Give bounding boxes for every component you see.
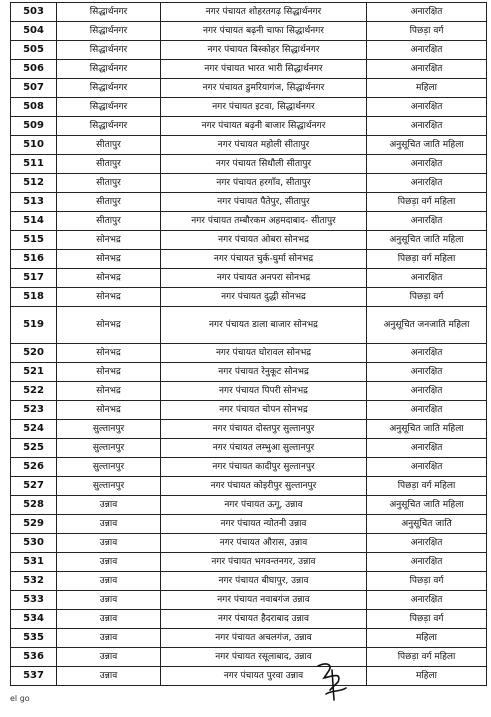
row-number: 505 xyxy=(11,41,57,60)
category-cell: अनारक्षित xyxy=(367,458,487,477)
row-number: 532 xyxy=(11,572,57,591)
district-cell: उन्नाव xyxy=(57,553,161,572)
table-row xyxy=(11,79,487,98)
district-cell: उन्नाव xyxy=(57,515,161,534)
panchayat-cell: नगर पंचायत न्योतनी उन्नाव xyxy=(161,515,367,534)
district-cell: सोनभद्र xyxy=(57,382,161,401)
table-row xyxy=(11,288,487,307)
panchayat-cell: नगर पंचायत ऊगू, उन्नाव xyxy=(161,496,367,515)
row-number: 511 xyxy=(11,155,57,174)
district-cell: सीतापुर xyxy=(57,174,161,193)
district-cell: सुल्तानपुर xyxy=(57,420,161,439)
table-row xyxy=(11,174,487,193)
table-row xyxy=(11,553,487,572)
panchayat-cell: नगर पंचायत सिधौली सीतापुर xyxy=(161,155,367,174)
row-number: 527 xyxy=(11,477,57,496)
panchayat-cell: नगर पंचायत कादीपुर सुल्तानपुर xyxy=(161,458,367,477)
category-cell: अनुसूचित जाति महिला xyxy=(367,136,487,155)
panchayat-cell: नगर पंचायत डुमरियागंज, सिद्धार्थनगर xyxy=(161,79,367,98)
row-number: 526 xyxy=(11,458,57,477)
table-body xyxy=(11,3,487,686)
district-cell: सिद्धार्थनगर xyxy=(57,79,161,98)
table-row xyxy=(11,591,487,610)
district-cell: सोनभद्र xyxy=(57,250,161,269)
district-cell: उन्नाव xyxy=(57,667,161,686)
table-row xyxy=(11,496,487,515)
category-cell: महिला xyxy=(367,79,487,98)
panchayat-cell: नगर पंचायत भारत भारी सिद्धार्थनगर xyxy=(161,60,367,79)
category-cell: अनारक्षित xyxy=(367,3,487,22)
row-number: 515 xyxy=(11,231,57,250)
panchayat-cell: नगर पंचायत चुर्क-घुर्मा सोनभद्र xyxy=(161,250,367,269)
district-cell: सोनभद्र xyxy=(57,401,161,420)
district-cell: सिद्धार्थनगर xyxy=(57,98,161,117)
row-number: 535 xyxy=(11,629,57,648)
table-row xyxy=(11,648,487,667)
table-row xyxy=(11,250,487,269)
table-row xyxy=(11,117,487,136)
row-number: 525 xyxy=(11,439,57,458)
row-number: 524 xyxy=(11,420,57,439)
table-row xyxy=(11,420,487,439)
district-cell: सोनभद्र xyxy=(57,307,161,344)
row-number: 512 xyxy=(11,174,57,193)
district-cell: उन्नाव xyxy=(57,591,161,610)
category-cell: पिछड़ा वर्ग xyxy=(367,22,487,41)
row-number: 521 xyxy=(11,363,57,382)
category-cell: अनारक्षित xyxy=(367,117,487,136)
category-cell: अनारक्षित xyxy=(367,344,487,363)
district-cell: सिद्धार्थनगर xyxy=(57,117,161,136)
category-cell: अनुसूचित जाति महिला xyxy=(367,420,487,439)
district-cell: सिद्धार्थनगर xyxy=(57,22,161,41)
category-cell: अनारक्षित xyxy=(367,269,487,288)
panchayat-cell: नगर पंचायत बढ़नी बाजार सिद्धार्थनगर xyxy=(161,117,367,136)
category-cell: पिछड़ा वर्ग महिला xyxy=(367,193,487,212)
panchayat-cell: नगर पंचायत चोपन सोनभद्र xyxy=(161,401,367,420)
category-cell: अनारक्षित xyxy=(367,155,487,174)
row-number: 534 xyxy=(11,610,57,629)
panchayat-cell: नगर पंचायत अचलगंज, उन्नाव xyxy=(161,629,367,648)
district-cell: सीतापुर xyxy=(57,212,161,231)
category-cell: पिछड़ा वर्ग महिला xyxy=(367,477,487,496)
handwritten-signature-icon xyxy=(312,660,352,704)
district-cell: उन्नाव xyxy=(57,534,161,553)
category-cell: पिछड़ा वर्ग xyxy=(367,572,487,591)
panchayat-cell: नगर पंचायत कोइरीपुर सुल्तानपुर xyxy=(161,477,367,496)
category-cell: अनारक्षित xyxy=(367,98,487,117)
category-cell: अनुसूचित जाति xyxy=(367,515,487,534)
category-cell: अनारक्षित xyxy=(367,363,487,382)
table-row xyxy=(11,515,487,534)
row-number: 529 xyxy=(11,515,57,534)
district-cell: सीतापुर xyxy=(57,193,161,212)
category-cell: अनारक्षित xyxy=(367,553,487,572)
panchayat-cell: नगर पंचायत इटवा, सिद्धार्थनगर xyxy=(161,98,367,117)
panchayat-cell: नगर पंचायत दोस्तपुर सुल्तानपुर xyxy=(161,420,367,439)
district-cell: सिद्धार्थनगर xyxy=(57,3,161,22)
category-cell: अनारक्षित xyxy=(367,212,487,231)
table-row xyxy=(11,98,487,117)
district-cell: सुल्तानपुर xyxy=(57,439,161,458)
panchayat-cell: नगर पंचायत औरास, उन्नाव xyxy=(161,534,367,553)
row-number: 507 xyxy=(11,79,57,98)
table-row xyxy=(11,212,487,231)
row-number: 520 xyxy=(11,344,57,363)
reservation-table xyxy=(10,2,487,686)
row-number: 537 xyxy=(11,667,57,686)
category-cell: अनारक्षित xyxy=(367,382,487,401)
district-cell: उन्नाव xyxy=(57,629,161,648)
district-cell: सोनभद्र xyxy=(57,231,161,250)
district-cell: उन्नाव xyxy=(57,610,161,629)
row-number: 508 xyxy=(11,98,57,117)
table-row xyxy=(11,534,487,553)
panchayat-cell: नगर पंचायत हैदराबाद उन्नाव xyxy=(161,610,367,629)
table-row xyxy=(11,22,487,41)
panchayat-cell: नगर पंचायत पुरवा उन्नाव xyxy=(161,667,367,686)
panchayat-cell: नगर पंचायत बिस्कोहर सिद्धार्थनगर xyxy=(161,41,367,60)
district-cell: उन्नाव xyxy=(57,496,161,515)
panchayat-cell: नगर पंचायत नवाबगंज उन्नाव xyxy=(161,591,367,610)
panchayat-cell: नगर पंचायत घोरावल सोनभद्र xyxy=(161,344,367,363)
district-cell: सोनभद्र xyxy=(57,344,161,363)
district-cell: उन्नाव xyxy=(57,572,161,591)
row-number: 522 xyxy=(11,382,57,401)
row-number: 523 xyxy=(11,401,57,420)
category-cell: पिछड़ा वर्ग xyxy=(367,288,487,307)
category-cell: अनारक्षित xyxy=(367,60,487,79)
table-row xyxy=(11,60,487,79)
footer-text: el go xyxy=(10,694,30,703)
row-number: 536 xyxy=(11,648,57,667)
panchayat-cell: नगर पंचायत पैतेपुर, सीतापुर xyxy=(161,193,367,212)
row-number: 510 xyxy=(11,136,57,155)
table-row xyxy=(11,41,487,60)
panchayat-cell: नगर पंचायत रसूलाबाद, उन्नाव xyxy=(161,648,367,667)
category-cell: अनारक्षित xyxy=(367,41,487,60)
row-number: 530 xyxy=(11,534,57,553)
table-row xyxy=(11,136,487,155)
table-row xyxy=(11,363,487,382)
row-number: 533 xyxy=(11,591,57,610)
table-row xyxy=(11,667,487,686)
category-cell: पिछड़ा वर्ग महिला xyxy=(367,648,487,667)
district-cell: सोनभद्र xyxy=(57,269,161,288)
table-row xyxy=(11,572,487,591)
district-cell: सीतापुर xyxy=(57,155,161,174)
panchayat-cell: नगर पंचायत पिपरी सोनभद्र xyxy=(161,382,367,401)
table-row xyxy=(11,307,487,344)
table-row xyxy=(11,610,487,629)
panchayat-cell: नगर पंचायत लम्भुआ सुल्तानपुर xyxy=(161,439,367,458)
row-number: 518 xyxy=(11,288,57,307)
table-row xyxy=(11,3,487,22)
row-number: 514 xyxy=(11,212,57,231)
table-row xyxy=(11,269,487,288)
table-row xyxy=(11,629,487,648)
category-cell: अनारक्षित xyxy=(367,591,487,610)
panchayat-cell: नगर पंचायत तम्बौरकम अहमदाबाद- सीतापुर xyxy=(161,212,367,231)
district-cell: उन्नाव xyxy=(57,648,161,667)
category-cell: अनारक्षित xyxy=(367,174,487,193)
category-cell: अनुसूचित जनजाति महिला xyxy=(367,307,487,344)
district-cell: सुल्तानपुर xyxy=(57,477,161,496)
panchayat-cell: नगर पंचायत बढ़नी चाफा सिद्धार्थनगर xyxy=(161,22,367,41)
row-number: 513 xyxy=(11,193,57,212)
table-row xyxy=(11,193,487,212)
row-number: 531 xyxy=(11,553,57,572)
table-row xyxy=(11,155,487,174)
panchayat-cell: नगर पंचायत डाला बाजार सोनभद्र xyxy=(161,307,367,344)
district-cell: सीतापुर xyxy=(57,136,161,155)
panchayat-cell: नगर पंचायत अनपरा सोनभद्र xyxy=(161,269,367,288)
category-cell: पिछड़ा वर्ग महिला xyxy=(367,250,487,269)
panchayat-cell: नगर पंचायत रेनुकूट सोनभद्र xyxy=(161,363,367,382)
row-number: 503 xyxy=(11,3,57,22)
category-cell: अनुसूचित जाति महिला xyxy=(367,231,487,250)
panchayat-cell: नगर पंचायत ओबरा सोनभद्र xyxy=(161,231,367,250)
category-cell: अनुसूचित जाति महिला xyxy=(367,496,487,515)
panchayat-cell: नगर पंचायत बीघापुर, उन्नाव xyxy=(161,572,367,591)
district-cell: सोनभद्र xyxy=(57,288,161,307)
row-number: 519 xyxy=(11,307,57,344)
table-row xyxy=(11,344,487,363)
panchayat-cell: नगर पंचायत शोहरतगढ़ सिद्धार्थनगर xyxy=(161,3,367,22)
district-cell: सुल्तानपुर xyxy=(57,458,161,477)
category-cell: महिला xyxy=(367,667,487,686)
table-row xyxy=(11,231,487,250)
row-number: 504 xyxy=(11,22,57,41)
category-cell: अनारक्षित xyxy=(367,534,487,553)
row-number: 528 xyxy=(11,496,57,515)
panchayat-cell: नगर पंचायत महोली सीतापुर xyxy=(161,136,367,155)
category-cell: अनारक्षित xyxy=(367,401,487,420)
table-row xyxy=(11,439,487,458)
category-cell: महिला xyxy=(367,629,487,648)
panchayat-cell: नगर पंचायत दुद्धी सोनभद्र xyxy=(161,288,367,307)
district-cell: सिद्धार्थनगर xyxy=(57,60,161,79)
panchayat-cell: नगर पंचायत हरगाँव, सीतापुर xyxy=(161,174,367,193)
table-row xyxy=(11,382,487,401)
district-cell: सोनभद्र xyxy=(57,363,161,382)
row-number: 509 xyxy=(11,117,57,136)
table-row xyxy=(11,458,487,477)
row-number: 506 xyxy=(11,60,57,79)
row-number: 517 xyxy=(11,269,57,288)
table-row xyxy=(11,401,487,420)
row-number: 516 xyxy=(11,250,57,269)
table-row xyxy=(11,477,487,496)
district-cell: सिद्धार्थनगर xyxy=(57,41,161,60)
category-cell: अनारक्षित xyxy=(367,439,487,458)
panchayat-cell: नगर पंचायत भगवन्तनगर, उन्नाव xyxy=(161,553,367,572)
reservation-table-container xyxy=(10,2,486,686)
category-cell: पिछड़ा वर्ग xyxy=(367,610,487,629)
